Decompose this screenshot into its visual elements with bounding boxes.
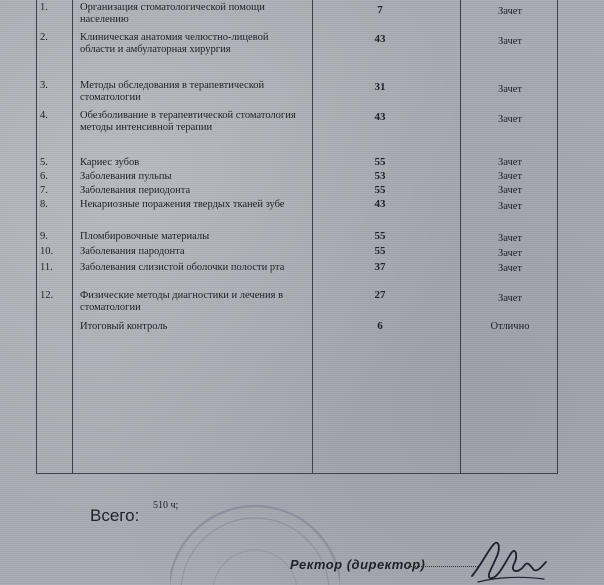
row-hours: 55 [374, 245, 386, 257]
row-subject: Заболевания пародонта [80, 246, 185, 257]
row-number: 3. [40, 80, 48, 91]
row-result: Зачет [497, 185, 523, 196]
row-result: Отлично [490, 321, 530, 332]
row-result: Зачет [497, 293, 523, 304]
row-hours: 43 [374, 111, 386, 123]
row-subject: Физические методы диагностики и лечения в стоматологии [80, 290, 284, 313]
row-result: Зачет [497, 248, 523, 259]
row-hours: 55 [374, 156, 386, 168]
row-hours: 7 [377, 4, 383, 16]
row-number: 11. [40, 262, 53, 273]
row-subject: Обезболивание в терапевтической стоматология методы интенсивной терапии [80, 110, 296, 133]
table-border-bottom [36, 473, 558, 474]
row-subject: Методы обследования в терапевтической стоматологии [80, 80, 265, 103]
row-number: 12. [40, 290, 54, 301]
row-result: Зачет [497, 36, 523, 47]
row-subject: Заболевания пульпы [80, 171, 172, 182]
row-subject: Некариозные поражения твердых тканей зубе [80, 199, 285, 210]
row-subject: Организация стоматологической помощи населению [80, 2, 265, 25]
signature-icon [468, 536, 548, 585]
row-result: Зачет [497, 233, 523, 244]
table-border-left [36, 0, 37, 474]
row-number: 4. [40, 110, 48, 121]
row-hours: 31 [374, 81, 386, 93]
row-subject: Заболевания периодонта [80, 185, 191, 196]
row-hours: 55 [374, 184, 386, 196]
table-border-num [72, 0, 73, 474]
row-hours: 6 [377, 320, 383, 332]
row-hours: 37 [374, 261, 386, 273]
row-subject: Итоговый контроль [80, 321, 168, 332]
row-number: 9. [40, 231, 48, 242]
row-result: Зачет [497, 263, 523, 274]
row-number: 10. [40, 246, 54, 257]
total-label: Всего: [90, 506, 140, 525]
row-result: Зачет [497, 114, 523, 125]
row-number: 7. [40, 185, 48, 196]
total-hours: 510 ч; [153, 500, 179, 511]
table-border-hours [460, 0, 461, 474]
row-hours: 53 [374, 170, 386, 182]
row-hours: 55 [374, 230, 386, 242]
row-result: Зачет [497, 157, 523, 168]
row-number: 1. [40, 2, 48, 13]
row-subject: Заболевания слизистой оболочки полости рта [80, 262, 285, 273]
row-number: 8. [40, 199, 48, 210]
row-hours: 43 [374, 198, 386, 210]
row-result: Зачет [497, 201, 523, 212]
row-result: Зачет [497, 171, 523, 182]
row-number: 6. [40, 171, 48, 182]
table-border-name [312, 0, 313, 474]
row-number: 5. [40, 157, 48, 168]
row-subject: Клиническая анатомия челюстно-лицевой области и амбулаторная хирургия [80, 32, 269, 55]
rector-label: Ректор (директор) [290, 557, 426, 572]
row-number: 2. [40, 32, 48, 43]
row-subject: Пломбировочные материалы [80, 231, 210, 242]
row-subject: Кариес зубов [80, 157, 140, 168]
row-result: Зачет [497, 6, 523, 17]
table-border-right [557, 0, 558, 474]
row-result: Зачет [497, 84, 523, 95]
row-hours: 27 [374, 289, 386, 301]
row-hours: 43 [374, 33, 386, 45]
